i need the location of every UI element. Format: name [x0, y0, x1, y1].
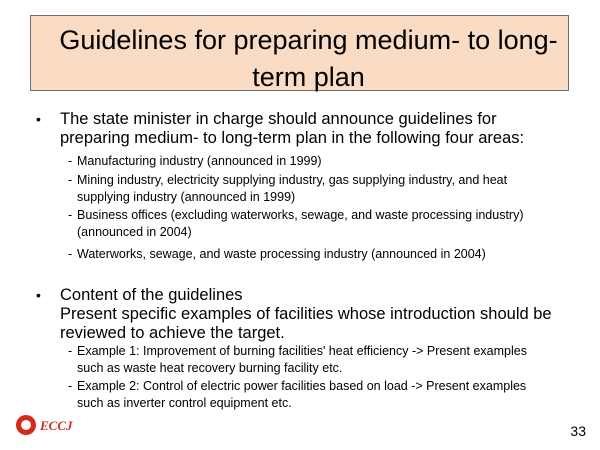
eccj-logo	[16, 415, 96, 437]
bullet-dot: •	[36, 111, 41, 127]
bullet-text-line: reviewed to achieve the target.	[60, 324, 285, 342]
sub-item-dash: -	[68, 379, 73, 393]
slide-title-box	[30, 15, 569, 91]
sub-item-example-2	[68, 378, 568, 412]
sub-item-manufacturing	[68, 153, 568, 170]
bullet-guidelines-content	[36, 286, 566, 343]
sub-item-text: Example 2: Control of electric power facilities based on load -> Present examples	[77, 379, 527, 393]
sub-item-text: Business offices (excluding waterworks, sewage, and waste processing industry)	[77, 208, 524, 222]
sub-item-text: supplying industry (announced in 1999)	[77, 190, 296, 204]
sub-item-dash: -	[68, 208, 73, 222]
sub-item-text: (announced in 2004)	[77, 225, 192, 239]
sub-item-text: Waterworks, sewage, and waste processing industry (announced in 2004)	[77, 247, 486, 261]
sub-item-business-offices	[68, 207, 568, 241]
sub-item-mining-electricity	[68, 172, 568, 206]
bullet-text-line: preparing medium- to long-term plan in the following four areas:	[60, 129, 525, 147]
sub-item-waterworks	[68, 246, 568, 263]
bullet-text-line: Content of the guidelines	[60, 286, 243, 304]
sub-item-dash: -	[68, 173, 73, 187]
bullet-text-line: Present specific examples of facilities whose introduction should be	[60, 305, 552, 323]
bullet-guidelines-announcement	[36, 110, 566, 148]
sub-item-text: Mining industry, electricity supplying industry, gas supplying industry, and heat	[77, 173, 508, 187]
sub-item-text: Example 1: Improvement of burning facilities' heat efficiency -> Present examples	[77, 344, 527, 358]
sub-item-dash: -	[68, 154, 73, 168]
sub-item-text: Manufacturing industry (announced in 1999)	[77, 154, 322, 168]
sub-item-example-1	[68, 343, 568, 377]
bullet-text-line: The state minister in charge should announce guidelines for	[60, 110, 497, 128]
slide-title-line-1: Guidelines for preparing medium- to long-	[59, 25, 558, 55]
slide-title-line-2: term plan	[252, 62, 365, 92]
bullet-dot: •	[36, 287, 41, 303]
sub-item-dash: -	[68, 344, 73, 358]
page-number: 33	[570, 423, 586, 439]
sub-item-text: such as inverter control equipment etc.	[77, 396, 292, 410]
eccj-logo-text: ECCJ	[40, 418, 73, 433]
eccj-logo-icon	[16, 415, 36, 435]
sub-item-dash: -	[68, 247, 73, 261]
sub-item-text: such as waste heat recovery burning facility etc.	[77, 361, 343, 375]
